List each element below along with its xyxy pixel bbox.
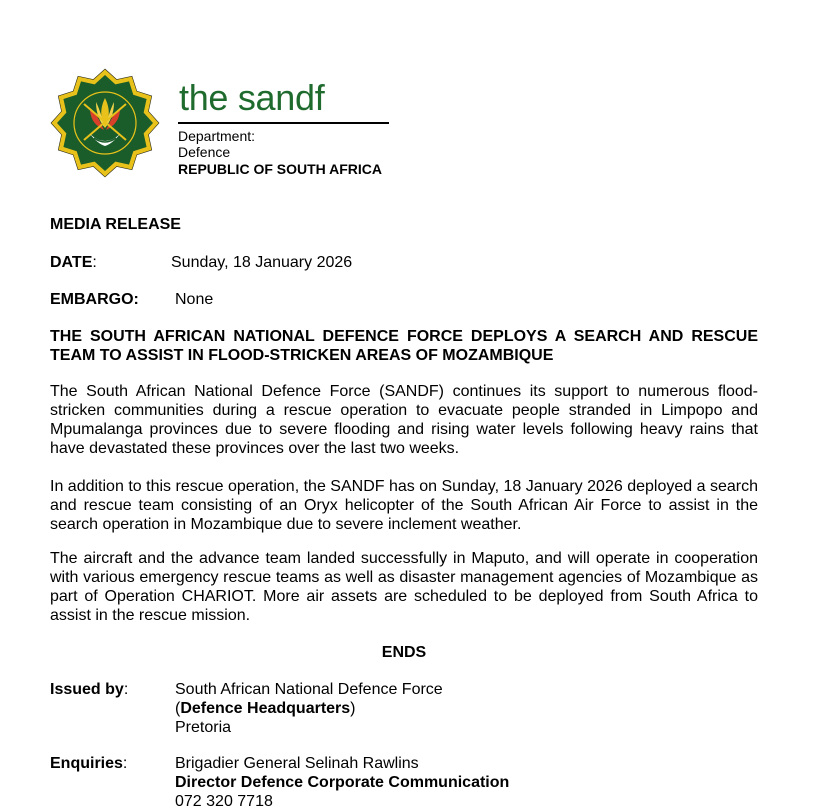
sandf-emblem-icon bbox=[50, 68, 160, 178]
paragraph-3: The aircraft and the advance team landed successfully in Maputo, and will operate in cooperation with various emergency rescue teams as well as disaster management agencies of Mozambique as part of Operation CHARIOT. More air assets are scheduled to be deployed from South Africa to assist in the rescue mission. bbox=[50, 550, 758, 624]
ends-marker: ENDS bbox=[381, 644, 427, 661]
embargo-value: None bbox=[175, 291, 214, 308]
contact-title: Director Defence Corporate Communication bbox=[175, 774, 510, 791]
paragraph-1: The South African National Defence Force (SANDF) continues its support to numerous flood-stricken communities during a rescue operation to evacuate people stranded in Limpopo and Mpumalanga provinces due to severe flooding and rising water levels following heavy rains that have devastated these provinces over the last two weeks. bbox=[50, 383, 758, 457]
dept-label: Department: bbox=[178, 128, 256, 144]
paragraph-2: In addition to this rescue operation, the SANDF has on Sunday, 18 January 2026 deployed a search and rescue team consisting of an Oryx helicopter of the South African Air Force to assist in the search operation in Mozambique due to severe inclement weather. bbox=[50, 478, 758, 533]
date-value: Sunday, 18 January 2026 bbox=[171, 254, 353, 271]
contact-name: Brigadier General Selinah Rawlins bbox=[175, 755, 419, 772]
contact-phone: 072 320 7718 bbox=[175, 793, 273, 810]
embargo-label: EMBARGO: bbox=[50, 291, 139, 308]
issuer-name: South African National Defence Force bbox=[175, 681, 443, 698]
issuer-unit: (Defence Headquarters) bbox=[175, 700, 356, 717]
issued-by-label: Issued by: bbox=[50, 681, 129, 698]
country-name: REPUBLIC OF SOUTH AFRICA bbox=[178, 161, 383, 177]
brand-title: the sandf bbox=[179, 77, 325, 118]
brand-divider bbox=[178, 122, 389, 124]
issuer-city: Pretoria bbox=[175, 719, 232, 736]
dept-name: Defence bbox=[178, 144, 231, 160]
enquiries-block bbox=[175, 754, 509, 811]
headline: THE SOUTH AFRICAN NATIONAL DEFENCE FORCE DEPLOYS A SEARCH AND RESCUE TEAM TO ASSIST IN FLOOD-STRICKEN AREAS OF MOZAMBIQUE bbox=[50, 328, 758, 364]
enquiries-label: Enquiries: bbox=[50, 755, 128, 772]
date-label: DATE: bbox=[50, 254, 97, 271]
issued-by-block bbox=[175, 680, 443, 737]
release-type: MEDIA RELEASE bbox=[50, 216, 181, 233]
